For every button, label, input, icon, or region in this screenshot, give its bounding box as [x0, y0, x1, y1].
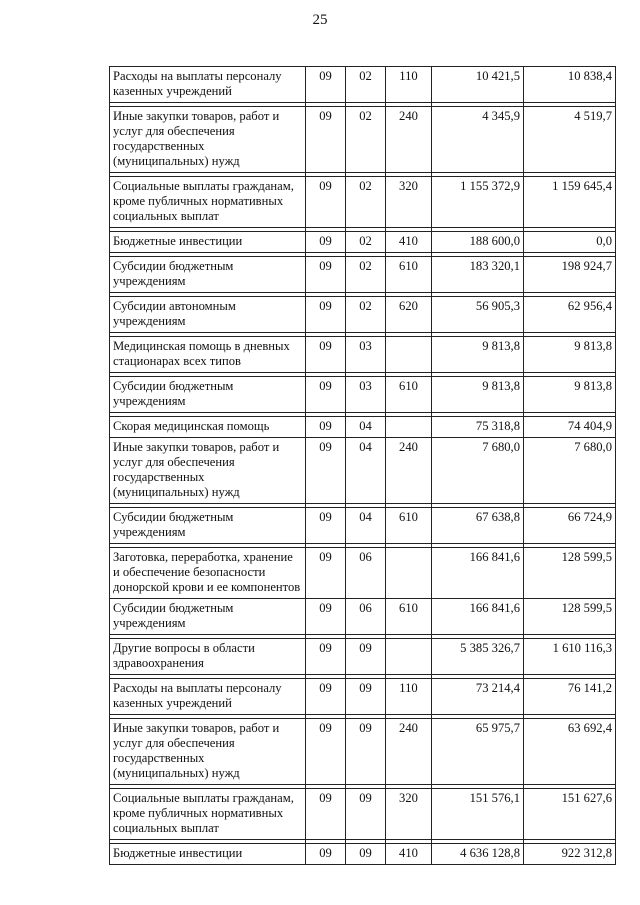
row-name: Заготовка, переработка, хранение и обеспечение безопасности донорской крови и ее компонентов [110, 548, 306, 599]
section-code: 09 [306, 508, 346, 544]
subsection-code: 02 [346, 232, 386, 253]
amount-second: 1 610 116,3 [524, 639, 616, 675]
budget-table [109, 66, 616, 865]
page-number: 25 [312, 12, 328, 28]
row-name: Бюджетные инвестиции [110, 232, 306, 253]
amount-second: 0,0 [524, 232, 616, 253]
expense-type-code: 240 [386, 438, 432, 504]
amount-second: 128 599,5 [524, 548, 616, 599]
amount-first: 67 638,8 [432, 508, 524, 544]
subsection-code: 09 [346, 719, 386, 785]
section-code: 09 [306, 599, 346, 635]
expense-type-code: 610 [386, 377, 432, 413]
expense-type-code: 410 [386, 232, 432, 253]
table-row [110, 107, 616, 173]
amount-first: 73 214,4 [432, 679, 524, 715]
amount-first: 166 841,6 [432, 599, 524, 635]
subsection-code: 06 [346, 599, 386, 635]
table-row [110, 377, 616, 413]
expense-type-code [386, 337, 432, 373]
amount-first: 166 841,6 [432, 548, 524, 599]
amount-first: 10 421,5 [432, 67, 524, 103]
section-code: 09 [306, 337, 346, 373]
expense-type-code: 240 [386, 719, 432, 785]
section-code: 09 [306, 257, 346, 293]
expense-type-code: 320 [386, 177, 432, 228]
subsection-code: 03 [346, 337, 386, 373]
amount-second: 9 813,8 [524, 377, 616, 413]
amount-first: 188 600,0 [432, 232, 524, 253]
table-row [110, 297, 616, 333]
table-row [110, 599, 616, 635]
amount-second: 10 838,4 [524, 67, 616, 103]
table-row [110, 844, 616, 865]
row-name: Расходы на выплаты персоналу казенных учреждений [110, 679, 306, 715]
row-name: Иные закупки товаров, работ и услуг для обеспечения государственных (муниципальных) нужд [110, 438, 306, 504]
section-code: 09 [306, 789, 346, 840]
row-name: Иные закупки товаров, работ и услуг для обеспечения государственных (муниципальных) нужд [110, 719, 306, 785]
table-row [110, 417, 616, 438]
row-name: Субсидии бюджетным учреждениям [110, 377, 306, 413]
amount-first: 4 345,9 [432, 107, 524, 173]
expense-type-code: 110 [386, 67, 432, 103]
subsection-code: 06 [346, 548, 386, 599]
section-code: 09 [306, 438, 346, 504]
subsection-code: 02 [346, 107, 386, 173]
table-row [110, 679, 616, 715]
section-code: 09 [306, 639, 346, 675]
expense-type-code: 620 [386, 297, 432, 333]
subsection-code: 09 [346, 844, 386, 865]
row-name: Расходы на выплаты персоналу казенных учреждений [110, 67, 306, 103]
amount-second: 151 627,6 [524, 789, 616, 840]
subsection-code: 09 [346, 789, 386, 840]
expense-type-code: 610 [386, 599, 432, 635]
subsection-code: 02 [346, 67, 386, 103]
amount-first: 56 905,3 [432, 297, 524, 333]
row-name: Субсидии бюджетным учреждениям [110, 508, 306, 544]
amount-second: 66 724,9 [524, 508, 616, 544]
amount-first: 183 320,1 [432, 257, 524, 293]
expense-type-code: 110 [386, 679, 432, 715]
expense-type-code: 610 [386, 508, 432, 544]
amount-second: 1 159 645,4 [524, 177, 616, 228]
subsection-code: 04 [346, 438, 386, 504]
amount-first: 5 385 326,7 [432, 639, 524, 675]
subsection-code: 02 [346, 177, 386, 228]
subsection-code: 09 [346, 679, 386, 715]
table-row [110, 438, 616, 504]
table-row [110, 639, 616, 675]
amount-second: 922 312,8 [524, 844, 616, 865]
amount-second: 76 141,2 [524, 679, 616, 715]
row-name: Скорая медицинская помощь [110, 417, 306, 438]
expense-type-code: 410 [386, 844, 432, 865]
amount-first: 65 975,7 [432, 719, 524, 785]
table-row [110, 719, 616, 785]
section-code: 09 [306, 177, 346, 228]
subsection-code: 02 [346, 257, 386, 293]
section-code: 09 [306, 377, 346, 413]
table-row [110, 337, 616, 373]
section-code: 09 [306, 107, 346, 173]
amount-second: 63 692,4 [524, 719, 616, 785]
row-name: Бюджетные инвестиции [110, 844, 306, 865]
section-code: 09 [306, 844, 346, 865]
row-name: Социальные выплаты гражданам, кроме публичных нормативных социальных выплат [110, 177, 306, 228]
row-name: Иные закупки товаров, работ и услуг для обеспечения государственных (муниципальных) нужд [110, 107, 306, 173]
amount-first: 9 813,8 [432, 337, 524, 373]
amount-second: 7 680,0 [524, 438, 616, 504]
amount-first: 75 318,8 [432, 417, 524, 438]
row-name: Субсидии бюджетным учреждениям [110, 599, 306, 635]
expense-type-code [386, 548, 432, 599]
row-name: Медицинская помощь в дневных стационарах всех типов [110, 337, 306, 373]
subsection-code: 04 [346, 417, 386, 438]
table-row [110, 177, 616, 228]
table-row [110, 548, 616, 599]
amount-first: 4 636 128,8 [432, 844, 524, 865]
expense-type-code: 610 [386, 257, 432, 293]
expense-type-code [386, 417, 432, 438]
row-name: Другие вопросы в области здравоохранения [110, 639, 306, 675]
section-code: 09 [306, 679, 346, 715]
section-code: 09 [306, 297, 346, 333]
amount-first: 7 680,0 [432, 438, 524, 504]
amount-second: 9 813,8 [524, 337, 616, 373]
section-code: 09 [306, 232, 346, 253]
amount-second: 4 519,7 [524, 107, 616, 173]
table-row [110, 789, 616, 840]
table-row [110, 67, 616, 103]
amount-first: 151 576,1 [432, 789, 524, 840]
section-code: 09 [306, 548, 346, 599]
row-name: Социальные выплаты гражданам, кроме публичных нормативных социальных выплат [110, 789, 306, 840]
subsection-code: 02 [346, 297, 386, 333]
section-code: 09 [306, 417, 346, 438]
amount-second: 198 924,7 [524, 257, 616, 293]
amount-first: 1 155 372,9 [432, 177, 524, 228]
amount-first: 9 813,8 [432, 377, 524, 413]
table-row [110, 257, 616, 293]
table-row [110, 232, 616, 253]
table-row [110, 508, 616, 544]
section-code: 09 [306, 67, 346, 103]
section-code: 09 [306, 719, 346, 785]
subsection-code: 03 [346, 377, 386, 413]
amount-second: 74 404,9 [524, 417, 616, 438]
expense-type-code: 320 [386, 789, 432, 840]
amount-second: 128 599,5 [524, 599, 616, 635]
row-name: Субсидии автономным учреждениям [110, 297, 306, 333]
subsection-code: 04 [346, 508, 386, 544]
expense-type-code: 240 [386, 107, 432, 173]
expense-type-code [386, 639, 432, 675]
row-name: Субсидии бюджетным учреждениям [110, 257, 306, 293]
subsection-code: 09 [346, 639, 386, 675]
amount-second: 62 956,4 [524, 297, 616, 333]
